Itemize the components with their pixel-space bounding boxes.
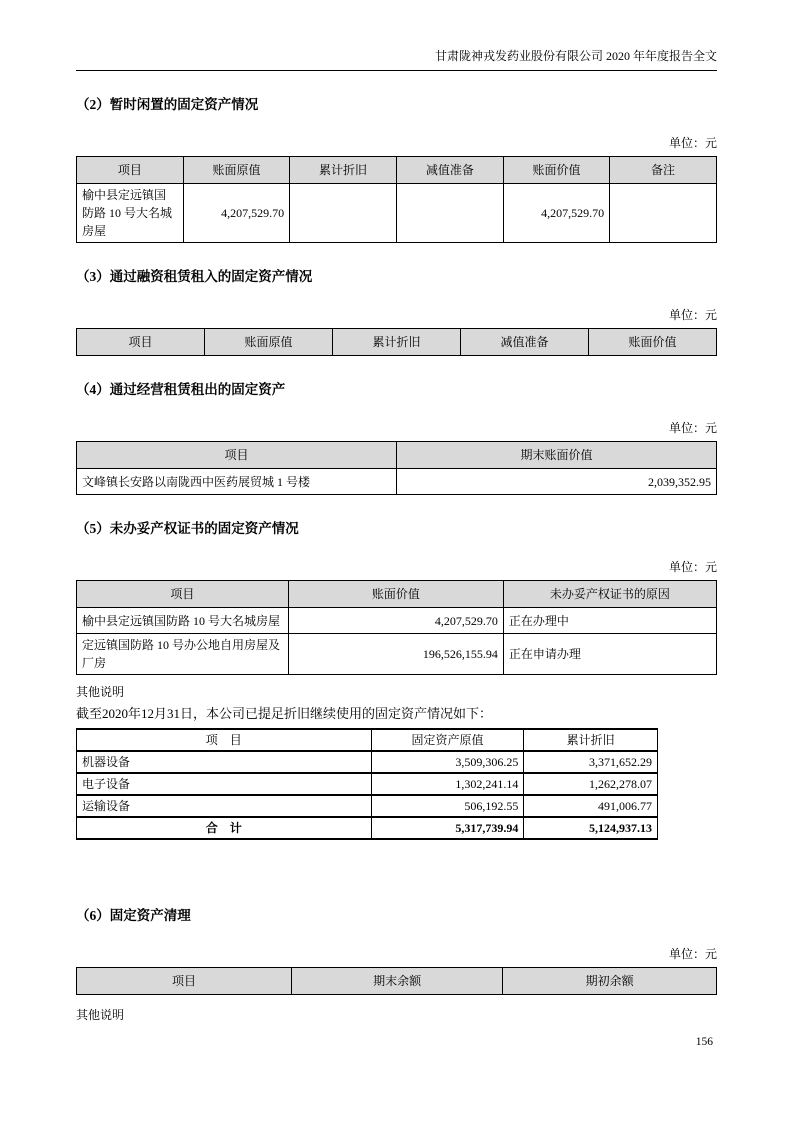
col-original-value: 固定资产原值 [371, 729, 524, 751]
table-row [77, 751, 658, 773]
col-impairment: 减值准备 [396, 157, 503, 184]
cell-ending-book-value: 2,039,352.95 [397, 469, 717, 495]
table-row [77, 608, 717, 634]
table-row [77, 773, 658, 795]
unit-label-s5: 单位：元 [668, 560, 717, 574]
cell-item: 文峰镇长安路以南陇西中医药展贸城 1 号楼 [77, 469, 397, 495]
col-book-value: 账面价值 [589, 329, 717, 356]
section-5-title: （5）未办妥产权证书的固定资产情况 [76, 521, 299, 536]
unit-label-s6: 单位：元 [668, 947, 717, 961]
col-ending-book-value: 期末账面价值 [397, 442, 717, 469]
finance-lease-assets-table [76, 328, 717, 356]
col-item: 项目 [77, 581, 289, 608]
unit-label-s3: 单位：元 [668, 308, 717, 322]
cell-original-value: 506,192.55 [371, 795, 524, 817]
unit-label-s4: 单位：元 [668, 421, 717, 435]
report-title: 甘肃陇神戎发药业股份有限公司 2020 年年度报告全文 [434, 49, 717, 63]
table-header-row [77, 581, 717, 608]
cell-reason: 正在申请办理 [503, 634, 716, 675]
fixed-assets-disposal-table [76, 967, 717, 995]
col-item: 项目 [77, 968, 292, 995]
cell-total-accumulated-depreciation: 5,124,937.13 [524, 817, 658, 839]
empty-cell [396, 184, 503, 243]
cell-item: 电子设备 [77, 773, 372, 795]
cell-book-value: 4,207,529.70 [503, 184, 609, 243]
table-total-row [77, 817, 658, 839]
col-item: 项目 [77, 329, 205, 356]
unit-label-s2: 单位：元 [668, 136, 717, 150]
col-ending-balance: 期末余额 [292, 968, 503, 995]
col-item: 项目 [77, 442, 397, 469]
cell-accumulated-depreciation: 1,262,278.07 [524, 773, 658, 795]
no-certificate-assets-table [76, 580, 717, 675]
col-accumulated-depreciation: 累计折旧 [290, 157, 397, 184]
cell-total-label: 合 计 [77, 817, 372, 839]
empty-cell [610, 184, 717, 243]
other-notes-label-2: 其他说明 [76, 1008, 125, 1022]
table-row [77, 184, 717, 243]
col-book-value: 账面价值 [503, 157, 609, 184]
cell-accumulated-depreciation: 491,006.77 [524, 795, 658, 817]
cell-total-original-value: 5,317,739.94 [371, 817, 524, 839]
cell-item: 机器设备 [77, 751, 372, 773]
col-impairment: 减值准备 [461, 329, 589, 356]
section-2-title: （2）暂时闲置的固定资产情况 [76, 97, 259, 112]
col-remark: 备注 [610, 157, 717, 184]
table-header-row [77, 329, 717, 356]
col-beginning-balance: 期初余额 [503, 968, 717, 995]
col-accumulated-depreciation: 累计折旧 [333, 329, 461, 356]
cell-original-value: 4,207,529.70 [183, 184, 289, 243]
cell-book-value: 196,526,155.94 [288, 634, 503, 675]
table-row [77, 634, 717, 675]
section-4-title: （4）通过经营租赁租出的固定资产 [76, 382, 286, 397]
cell-item: 运输设备 [77, 795, 372, 817]
table-header-row [77, 157, 717, 184]
page-number: 156 [695, 1036, 713, 1048]
depreciated-assets-intro: 截至2020年12月31日，本公司已提足折旧继续使用的固定资产情况如下： [76, 706, 493, 721]
table-header-row [77, 442, 717, 469]
cell-item: 榆中县定远镇国防路 10 号大名城房屋 [77, 184, 184, 243]
col-original-value: 账面原值 [183, 157, 289, 184]
table-header-row [77, 729, 658, 751]
cell-accumulated-depreciation: 3,371,652.29 [524, 751, 658, 773]
cell-item: 榆中县定远镇国防路 10 号大名城房屋 [77, 608, 289, 634]
operating-lease-assets-table [76, 441, 717, 495]
spacer [76, 840, 717, 882]
cell-original-value: 1,302,241.14 [371, 773, 524, 795]
cell-reason: 正在办理中 [503, 608, 716, 634]
table-row [77, 469, 717, 495]
col-item: 项 目 [77, 729, 372, 751]
idle-fixed-assets-table [76, 156, 717, 243]
fully-depreciated-assets-table [76, 728, 658, 840]
cell-original-value: 3,509,306.25 [371, 751, 524, 773]
col-book-value: 账面价值 [288, 581, 503, 608]
cell-book-value: 4,207,529.70 [288, 608, 503, 634]
table-row [77, 795, 658, 817]
section-6-title: （6）固定资产清理 [76, 908, 191, 923]
section-3-title: （3）通过融资租赁租入的固定资产情况 [76, 269, 313, 284]
cell-item: 定远镇国防路 10 号办公地自用房屋及厂房 [77, 634, 289, 675]
other-notes-label: 其他说明 [76, 685, 125, 699]
table-header-row [77, 968, 717, 995]
col-accumulated-depreciation: 累计折旧 [524, 729, 658, 751]
page-header [76, 0, 717, 71]
empty-cell [290, 184, 397, 243]
col-item: 项目 [77, 157, 184, 184]
col-original-value: 账面原值 [205, 329, 333, 356]
col-reason: 未办妥产权证书的原因 [503, 581, 716, 608]
